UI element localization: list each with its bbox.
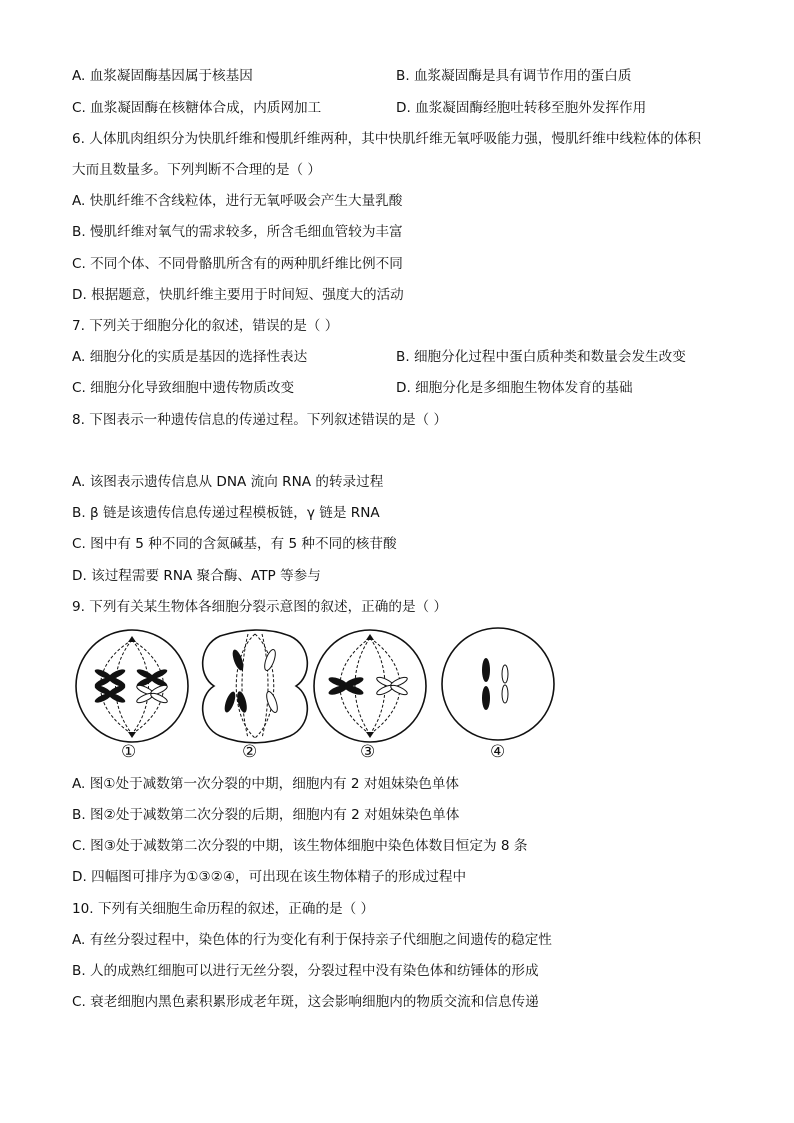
q8-option-c: C. 图中有 5 种不同的含氮碱基，有 5 种不同的核苷酸 [72,536,397,552]
q9-option-b: B. 图②处于减数第二次分裂的后期，细胞内有 2 对姐妹染色单体 [72,807,460,823]
cell-label-2: ② [242,742,258,762]
q7-option-a: A. 细胞分化的实质是基因的选择性表达 [72,349,308,365]
cell-3-diagram [314,630,426,742]
q7-option-c: C. 细胞分化导致细胞中遗传物质改变 [72,380,295,396]
q7-option-b: B. 细胞分化过程中蛋白质种类和数量会发生改变 [396,349,686,365]
cell-label-3: ③ [360,742,376,762]
cell-1-diagram [76,630,188,742]
q7-stem: 7. 下列关于细胞分化的叙述，错误的是（ ） [72,318,339,334]
cell-4-diagram [442,628,554,740]
q5-option-d: D. 血浆凝固酶经胞吐转移至胞外发挥作用 [396,100,647,116]
q6-stem-line-1: 6. 人体肌肉组织分为快肌纤维和慢肌纤维两种，其中快肌纤维无氧呼吸能力强，慢肌纤维中线粒体的体积 [72,131,702,147]
cell-division-figure [70,626,560,766]
q8-option-a: A. 该图表示遗传信息从 DNA 流向 RNA 的转录过程 [72,474,384,490]
cell-2-diagram [203,630,308,743]
q6-option-a: A. 快肌纤维不含线粒体，进行无氧呼吸会产生大量乳酸 [72,193,403,209]
q5-option-c: C. 血浆凝固酶在核糖体合成，内质网加工 [72,100,322,116]
q9-option-c: C. 图③处于减数第二次分裂的中期，该生物体细胞中染色体数目恒定为 8 条 [72,838,528,854]
q8-option-b: B. β 链是该遗传信息传递过程模板链，γ 链是 RNA [72,505,380,521]
q10-stem: 10. 下列有关细胞生命历程的叙述，正确的是（ ） [72,901,375,917]
q6-option-c: C. 不同个体、不同骨骼肌所含有的两种肌纤维比例不同 [72,256,403,272]
q10-option-c: C. 衰老细胞内黑色素积累形成老年斑，这会影响细胞内的物质交流和信息传递 [72,994,539,1010]
q10-option-b: B. 人的成熟红细胞可以进行无丝分裂，分裂过程中没有染色体和纺锤体的形成 [72,963,539,979]
q8-option-d: D. 该过程需要 RNA 聚合酶、ATP 等参与 [72,568,321,584]
q6-option-b: B. 慢肌纤维对氧气的需求较多，所含毛细血管较为丰富 [72,224,403,240]
q5-option-a: A. 血浆凝固酶基因属于核基因 [72,68,253,84]
q6-option-d: D. 根据题意，快肌纤维主要用于时间短、强度大的活动 [72,287,404,303]
q9-option-d: D. 四幅图可排序为①③②④，可出现在该生物体精子的形成过程中 [72,869,467,885]
q8-stem: 8. 下图表示一种遗传信息的传递过程。下列叙述错误的是（ ） [72,412,448,428]
q9-stem: 9. 下列有关某生物体各细胞分裂示意图的叙述，正确的是（ ） [72,599,448,615]
q10-option-a: A. 有丝分裂过程中，染色体的行为变化有利于保持亲子代细胞之间遗传的稳定性 [72,932,552,948]
q7-option-d: D. 细胞分化是多细胞生物体发育的基础 [396,380,633,396]
q9-option-a: A. 图①处于减数第一次分裂的中期，细胞内有 2 对姐妹染色单体 [72,776,460,792]
q6-stem-line-2: 大而且数量多。下列判断不合理的是（ ） [72,162,322,178]
q5-option-b: B. 血浆凝固酶是具有调节作用的蛋白质 [396,68,632,84]
cell-label-1: ① [121,742,137,762]
cell-label-4: ④ [490,742,506,762]
